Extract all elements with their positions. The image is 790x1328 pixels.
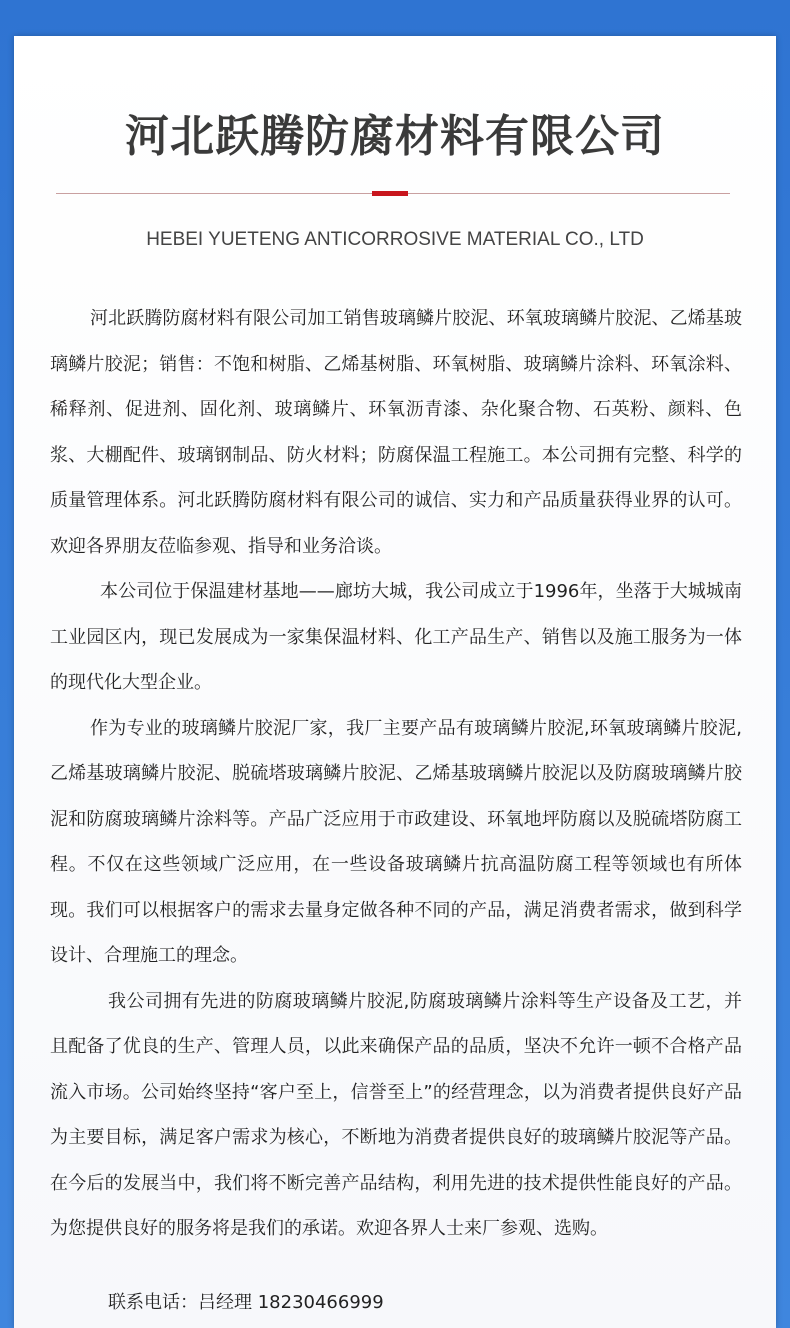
divider-accent	[372, 191, 408, 196]
page-title: 河北跃腾防腐材料有限公司	[125, 111, 665, 162]
intro-paragraph: 河北跃腾防腐材料有限公司加工销售玻璃鳞片胶泥、环氧玻璃鳞片胶泥、乙烯基玻璃鳞片胶泥；销售：不饱和树脂、乙烯基树脂、环氧树脂、玻璃鳞片涂料、环氧涂料、稀释剂、促进剂、固化剂、玻璃鳞片、环氧沥青漆、杂化聚合物、石英粉、颜料、色浆、大棚配件、玻璃钢制品、防火材料；防腐保温工程施工。本公司拥有完整、科学的质量管理体系。河北跃腾防腐材料有限公司的诚信、实力和产品质量获得业界的认可。欢迎各界朋友莅临参观、指导和业务洽谈。	[50, 308, 742, 557]
company-introduction	[50, 296, 742, 1252]
philosophy-paragraph: 我公司拥有先进的防腐玻璃鳞片胶泥,防腐玻璃鳞片涂料等生产设备及工艺，并且配备了优良的生产、管理人员，以此来确保产品的品质，坚决不允许一顿不合格产品流入市场。公司始终坚持“客户至上，信誉至上”的经营理念，以为消费者提供良好产品为主要目标，满足客户需求为核心，不断地为消费者提供良好的玻璃鳞片胶泥等产品。在今后的发展当中，我们将不断完善产品结构，利用先进的技术提供性能良好的产品。为您提供良好的服务将是我们的承诺。欢迎各界人士来厂参观、选购。	[50, 990, 742, 1239]
english-subtitle: HEBEI YUETENG ANTICORROSIVE MATERIAL CO., LTD	[146, 229, 644, 250]
contact-phone: 联系电话：吕经理 18230466999	[108, 1292, 384, 1313]
products-paragraph: 作为专业的玻璃鳞片胶泥厂家，我厂主要产品有玻璃鳞片胶泥,环氧玻璃鳞片胶泥,乙烯基玻璃鳞片胶泥、脱硫塔玻璃鳞片胶泥、乙烯基玻璃鳞片胶泥以及防腐玻璃鳞片胶泥和防腐玻璃鳞片涂料等。产品广泛应用于市政建设、环氧地坪防腐以及脱硫塔防腐工程。不仅在这些领域广泛应用，在一些设备玻璃鳞片抗高温防腐工程等领域也有所体现。我们可以根据客户的需求去量身定做各种不同的产品，满足消费者需求，做到科学设计、合理施工的理念。	[50, 717, 742, 966]
location-paragraph: 本公司位于保温建材基地——廊坊大城，我公司成立于1996年，坐落于大城城南工业园区内，现已发展成为一家集保温材料、化工产品生产、销售以及施工服务为一体的现代化大型企业。	[50, 581, 742, 693]
